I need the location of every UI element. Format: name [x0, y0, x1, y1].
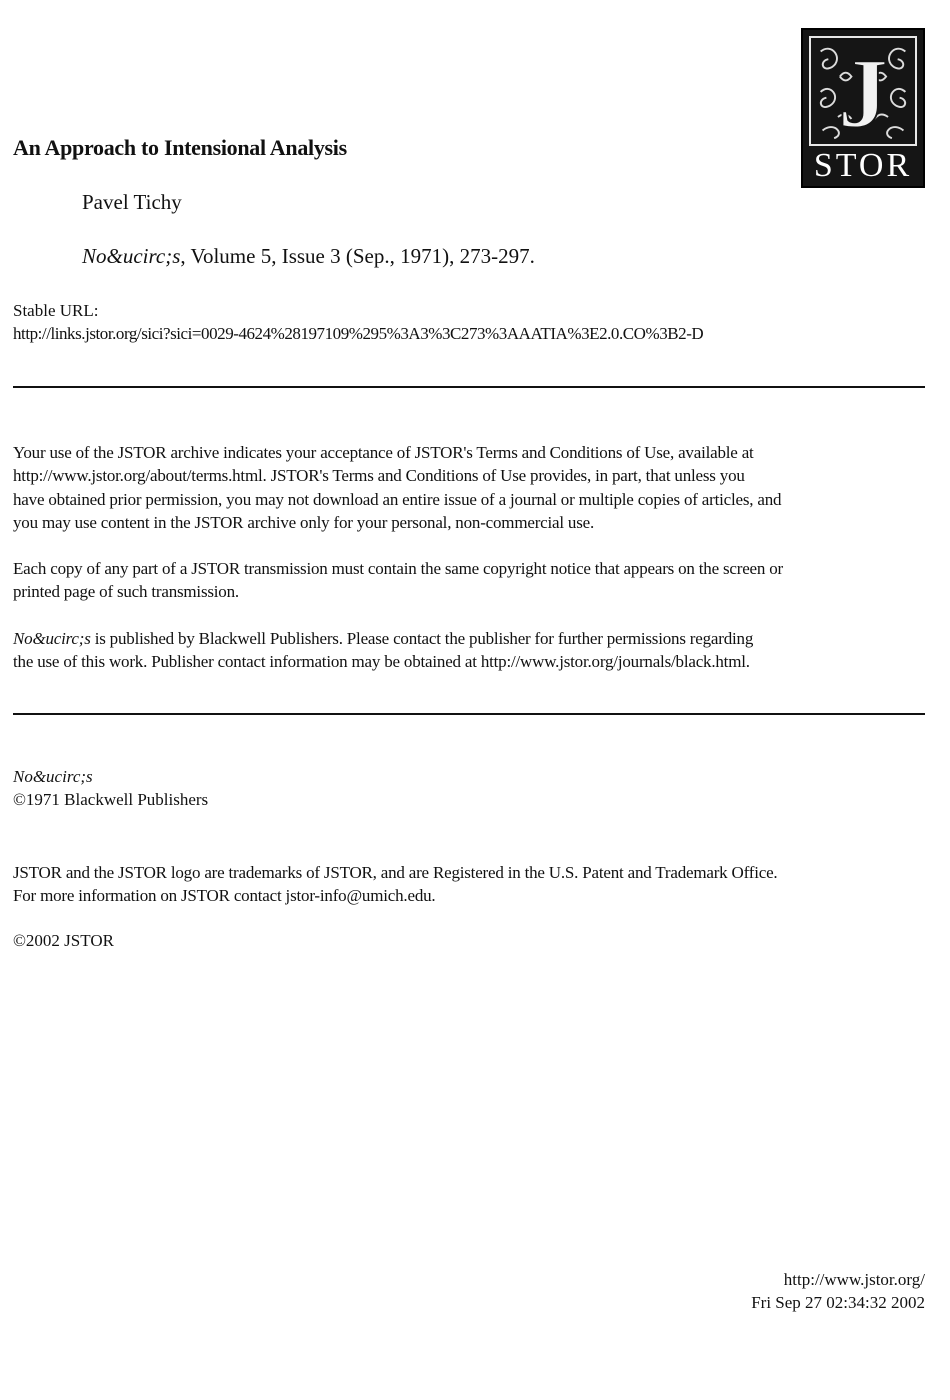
jstor-logo-emblem	[809, 36, 917, 146]
divider-bottom	[13, 713, 925, 715]
terms-paragraph-1-line: have obtained prior permission, you may not download an entire issue of a journal or multiple copies of articles, and	[13, 489, 782, 509]
article-author: Pavel Tichy	[82, 190, 182, 214]
stable-url-label: Stable URL:	[13, 301, 99, 320]
trademark-line: JSTOR and the JSTOR logo are trademarks of JSTOR, and are Registered in the U.S. Patent and Trademark Office.	[13, 863, 778, 882]
jstor-logo-wordmark: STOR	[813, 147, 913, 184]
jstor-copyright: ©2002 JSTOR	[13, 931, 114, 950]
footer	[751, 1268, 925, 1315]
terms-paragraph-1-line: http://www.jstor.org/about/terms.html. JSTOR's Terms and Conditions of Use provides, in part, that unless you	[13, 466, 745, 486]
article-title: An Approach to Intensional Analysis	[13, 135, 347, 160]
jstor-logo-letter: J	[837, 38, 889, 144]
terms-paragraph-1-line: you may use content in the JSTOR archive only for your personal, non-commercial use.	[13, 512, 595, 532]
terms-paragraph-2-line: Each copy of any part of a JSTOR transmission must contain the same copyright notice that appears on the screen or	[13, 559, 784, 578]
journal-copyright: ©1971 Blackwell Publishers	[13, 790, 209, 809]
paragraph-3-line-1-text: is published by Blackwell Publishers. Please contact the publisher for further permissions regarding	[90, 629, 754, 648]
article-citation	[82, 244, 535, 269]
terms-paragraph-3-line: the use of this work. Publisher contact information may be obtained at http://www.jstor.org/journals/black.html.	[13, 652, 750, 672]
footer-timestamp: Fri Sep 27 02:34:32 2002	[751, 1293, 925, 1313]
divider-top	[13, 386, 925, 388]
terms-paragraph-2-line: printed page of such transmission.	[13, 582, 239, 602]
stable-url-link[interactable]: http://links.jstor.org/sici?sici=0029-4624%28197109%295%3A3%3C273%3AAATIA%3E2.0.CO%3B2-D	[13, 324, 704, 343]
footer-url[interactable]: http://www.jstor.org/	[783, 1270, 925, 1289]
trademark-line: For more information on JSTOR contact jstor-info@umich.edu.	[13, 886, 436, 906]
terms-paragraph-1-line: Your use of the JSTOR archive indicates your acceptance of JSTOR's Terms and Conditions of Use, available at	[13, 443, 754, 462]
jstor-logo	[801, 28, 925, 188]
journal-name: No&ucirc;s	[13, 767, 93, 786]
citation-journal: No&ucirc;s	[82, 244, 181, 268]
terms-paragraph-3	[13, 627, 928, 674]
trademark-notice	[13, 861, 777, 908]
terms-paragraph-2	[13, 557, 928, 604]
citation-details: , Volume 5, Issue 3 (Sep., 1971), 273-297.	[180, 244, 535, 268]
terms-paragraph-3-line	[13, 627, 928, 650]
terms-paragraph-1	[13, 441, 928, 534]
paragraph-3-journal: No&ucirc;s	[13, 629, 91, 648]
ornament-icon	[811, 38, 915, 144]
